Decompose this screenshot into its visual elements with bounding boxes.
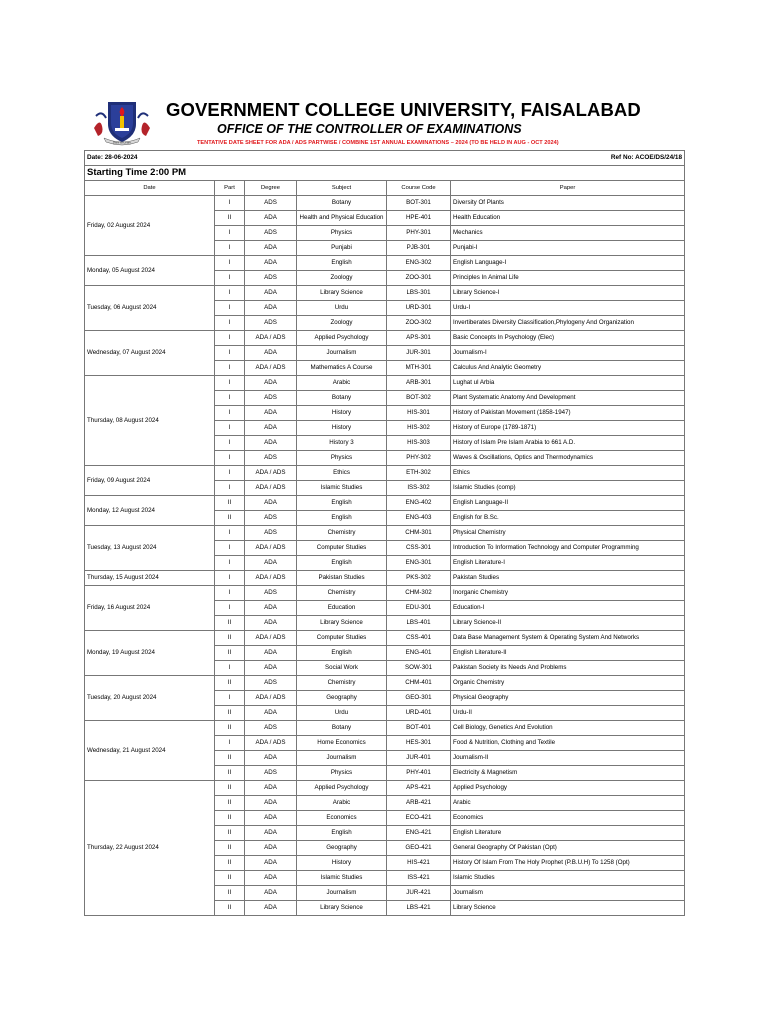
course-code-cell: LBS-401 [387, 616, 451, 631]
part-cell: I [215, 586, 245, 601]
subject-cell: Home Economics [297, 736, 387, 751]
paper-cell: Electricity & Magnetism [451, 766, 685, 781]
exam-date-cell: Wednesday, 07 August 2024 [85, 331, 215, 376]
degree-cell: ADA [245, 286, 297, 301]
table-row [85, 631, 685, 646]
degree-cell: ADA / ADS [245, 481, 297, 496]
paper-cell: Plant Systematic Anatomy And Development [451, 391, 685, 406]
subject-cell: Chemistry [297, 676, 387, 691]
col-header-course-code: Course Code [387, 181, 451, 196]
subject-cell: Journalism [297, 886, 387, 901]
part-cell: I [215, 421, 245, 436]
university-crest-icon [90, 98, 154, 146]
subject-cell: Urdu [297, 301, 387, 316]
paper-cell: English Language-II [451, 496, 685, 511]
part-cell: II [215, 856, 245, 871]
col-header-date: Date [85, 181, 215, 196]
part-cell: I [215, 601, 245, 616]
paper-cell: Urdu-I [451, 301, 685, 316]
part-cell: I [215, 481, 245, 496]
subject-cell: Computer Studies [297, 541, 387, 556]
course-code-cell: HIS-421 [387, 856, 451, 871]
col-header-part: Part [215, 181, 245, 196]
paper-cell: Education-I [451, 601, 685, 616]
subject-cell: History [297, 421, 387, 436]
part-cell: I [215, 226, 245, 241]
course-code-cell: SOW-301 [387, 661, 451, 676]
part-cell: II [215, 796, 245, 811]
exam-date-cell: Friday, 09 August 2024 [85, 466, 215, 496]
table-row [85, 586, 685, 601]
part-cell: I [215, 736, 245, 751]
subject-cell: Journalism [297, 346, 387, 361]
paper-cell: English for B.Sc. [451, 511, 685, 526]
course-code-cell: ETH-302 [387, 466, 451, 481]
part-cell: I [215, 271, 245, 286]
paper-cell: English Literature [451, 826, 685, 841]
part-cell: II [215, 496, 245, 511]
course-code-cell: ISS-421 [387, 871, 451, 886]
subject-cell: Social Work [297, 661, 387, 676]
degree-cell: ADA [245, 601, 297, 616]
degree-cell: ADS [245, 226, 297, 241]
part-cell: I [215, 346, 245, 361]
degree-cell: ADA / ADS [245, 466, 297, 481]
subject-cell: Botany [297, 391, 387, 406]
part-cell: I [215, 526, 245, 541]
course-code-cell: APS-421 [387, 781, 451, 796]
issue-date: Date: 28-06-2024 [87, 154, 138, 161]
degree-cell: ADA [245, 256, 297, 271]
part-cell: II [215, 631, 245, 646]
col-header-degree: Degree [245, 181, 297, 196]
degree-cell: ADA / ADS [245, 331, 297, 346]
paper-cell: Calculus And Analytic Geometry [451, 361, 685, 376]
paper-cell: English Literature-I [451, 556, 685, 571]
paper-cell: Health Education [451, 211, 685, 226]
subject-cell: Library Science [297, 616, 387, 631]
course-code-cell: ENG-301 [387, 556, 451, 571]
paper-cell: Cell Biology, Genetics And Evolution [451, 721, 685, 736]
part-cell: II [215, 826, 245, 841]
course-code-cell: PHY-401 [387, 766, 451, 781]
degree-cell: ADS [245, 511, 297, 526]
paper-cell: Invertiberates Diversity Classification,Phylogeny And Organization [451, 316, 685, 331]
subject-cell: Islamic Studies [297, 871, 387, 886]
table-row [85, 286, 685, 301]
table-row [85, 256, 685, 271]
subject-cell: Botany [297, 196, 387, 211]
degree-cell: ADS [245, 586, 297, 601]
degree-cell: ADA [245, 616, 297, 631]
course-code-cell: ISS-302 [387, 481, 451, 496]
degree-cell: ADA [245, 841, 297, 856]
paper-cell: Introduction To Information Technology and Computer Programming [451, 541, 685, 556]
part-cell: II [215, 511, 245, 526]
subject-cell: Pakistan Studies [297, 571, 387, 586]
subject-cell: Arabic [297, 796, 387, 811]
course-code-cell: JUR-421 [387, 886, 451, 901]
paper-cell: Physical Geography [451, 691, 685, 706]
subject-cell: Botany [297, 721, 387, 736]
course-code-cell: GEO-421 [387, 841, 451, 856]
course-code-cell: APS-301 [387, 331, 451, 346]
exam-date-cell: Thursday, 08 August 2024 [85, 376, 215, 466]
course-code-cell: ENG-421 [387, 826, 451, 841]
paper-cell: Pakistan Studies [451, 571, 685, 586]
subject-cell: Ethics [297, 466, 387, 481]
degree-cell: ADA [245, 436, 297, 451]
exam-date-cell: Wednesday, 21 August 2024 [85, 721, 215, 781]
paper-cell: Principles In Animal Life [451, 271, 685, 286]
subject-cell: Zoology [297, 271, 387, 286]
degree-cell: ADA / ADS [245, 541, 297, 556]
paper-cell: Library Science-II [451, 616, 685, 631]
date-sheet-table [84, 150, 685, 916]
course-code-cell: EDU-301 [387, 601, 451, 616]
subject-cell: Health and Physical Education [297, 211, 387, 226]
part-cell: II [215, 676, 245, 691]
degree-cell: ADS [245, 391, 297, 406]
subject-cell: Zoology [297, 316, 387, 331]
course-code-cell: ENG-302 [387, 256, 451, 271]
part-cell: I [215, 286, 245, 301]
subject-cell: Chemistry [297, 526, 387, 541]
table-row [85, 466, 685, 481]
paper-cell: Mechanics [451, 226, 685, 241]
degree-cell: ADS [245, 766, 297, 781]
table-row [85, 526, 685, 541]
paper-cell: Lughat ul Arbia [451, 376, 685, 391]
part-cell: I [215, 331, 245, 346]
degree-cell: ADA [245, 901, 297, 916]
subject-cell: Computer Studies [297, 631, 387, 646]
course-code-cell: CHM-301 [387, 526, 451, 541]
course-code-cell: URD-401 [387, 706, 451, 721]
course-code-cell: HIS-302 [387, 421, 451, 436]
degree-cell: ADS [245, 526, 297, 541]
course-code-cell: JUR-401 [387, 751, 451, 766]
course-code-cell: PHY-301 [387, 226, 451, 241]
paper-cell: Data Base Management System & Operating System And Networks [451, 631, 685, 646]
paper-cell: Journalism [451, 886, 685, 901]
course-code-cell: CHM-302 [387, 586, 451, 601]
degree-cell: ADA [245, 796, 297, 811]
part-cell: I [215, 691, 245, 706]
paper-cell: Pakistan Society its Needs And Problems [451, 661, 685, 676]
course-code-cell: MTH-301 [387, 361, 451, 376]
paper-cell: Food & Nutrition, Clothing and Textile [451, 736, 685, 751]
part-cell: II [215, 616, 245, 631]
subject-cell: History 3 [297, 436, 387, 451]
degree-cell: ADA [245, 211, 297, 226]
subject-cell: Education [297, 601, 387, 616]
paper-cell: General Geography Of Pakistan (Opt) [451, 841, 685, 856]
part-cell: I [215, 466, 245, 481]
degree-cell: ADS [245, 676, 297, 691]
tentative-notice: TENTATIVE DATE SHEET FOR ADA / ADS PARTWISE / COMBINE 1ST ANNUAL EXAMINATIONS – 2024 (TO BE HELD IN AUG - OCT 2024) [197, 140, 559, 146]
paper-cell: Basic Concepts In Psychology (Elec) [451, 331, 685, 346]
exam-date-cell: Monday, 19 August 2024 [85, 631, 215, 676]
subject-cell: Library Science [297, 286, 387, 301]
part-cell: II [215, 901, 245, 916]
part-cell: I [215, 241, 245, 256]
course-code-cell: LBS-421 [387, 901, 451, 916]
exam-date-cell: Tuesday, 20 August 2024 [85, 676, 215, 721]
degree-cell: ADS [245, 316, 297, 331]
subject-cell: Mathematics A Course [297, 361, 387, 376]
reference-number: Ref No: ACOE/DS/24/18 [610, 154, 683, 161]
table-row [85, 196, 685, 211]
degree-cell: ADA [245, 406, 297, 421]
paper-cell: English Literature-II [451, 646, 685, 661]
degree-cell: ADA [245, 826, 297, 841]
subject-cell: English [297, 256, 387, 271]
subject-cell: Applied Psychology [297, 781, 387, 796]
paper-cell: History Of Islam From The Holy Prophet (P.B.U.H) To 1258 (Opt) [451, 856, 685, 871]
part-cell: I [215, 661, 245, 676]
course-code-cell: GEO-301 [387, 691, 451, 706]
part-cell: I [215, 196, 245, 211]
degree-cell: ADA [245, 241, 297, 256]
degree-cell: ADA [245, 751, 297, 766]
exam-date-cell: Friday, 02 August 2024 [85, 196, 215, 256]
paper-cell: History of Europe (1789-1871) [451, 421, 685, 436]
subject-cell: Islamic Studies [297, 481, 387, 496]
part-cell: II [215, 781, 245, 796]
exam-date-cell: Monday, 05 August 2024 [85, 256, 215, 286]
subject-cell: Library Science [297, 901, 387, 916]
paper-cell: Diversity Of Plants [451, 196, 685, 211]
table-row [85, 376, 685, 391]
paper-cell: History of Islam Pre Islam Arabia to 661 A.D. [451, 436, 685, 451]
table-row [85, 571, 685, 586]
subject-cell: Urdu [297, 706, 387, 721]
part-cell: I [215, 256, 245, 271]
paper-cell: Physical Chemistry [451, 526, 685, 541]
subject-cell: English [297, 826, 387, 841]
starting-time-row [85, 166, 685, 181]
starting-time: Starting Time 2:00 PM [85, 166, 685, 181]
part-cell: I [215, 436, 245, 451]
subject-cell: Journalism [297, 751, 387, 766]
part-cell: II [215, 706, 245, 721]
paper-cell: Journalism-I [451, 346, 685, 361]
course-code-cell: LBS-301 [387, 286, 451, 301]
part-cell: II [215, 751, 245, 766]
degree-cell: ADS [245, 451, 297, 466]
subject-cell: Punjabi [297, 241, 387, 256]
degree-cell: ADA [245, 421, 297, 436]
part-cell: II [215, 211, 245, 226]
degree-cell: ADA [245, 556, 297, 571]
degree-cell: ADA [245, 886, 297, 901]
part-cell: I [215, 451, 245, 466]
university-name: GOVERNMENT COLLEGE UNIVERSITY, FAISALABAD [166, 99, 641, 120]
subject-cell: Arabic [297, 376, 387, 391]
subject-cell: Physics [297, 766, 387, 781]
subject-cell: History [297, 856, 387, 871]
paper-cell: Applied Psychology [451, 781, 685, 796]
exam-date-cell: Tuesday, 13 August 2024 [85, 526, 215, 571]
course-code-cell: ECO-421 [387, 811, 451, 826]
subject-cell: Applied Psychology [297, 331, 387, 346]
paper-cell: Waves & Oscillations, Optics and Thermodynamics [451, 451, 685, 466]
degree-cell: ADA [245, 376, 297, 391]
course-code-cell: PHY-302 [387, 451, 451, 466]
subject-cell: English [297, 556, 387, 571]
subject-cell: English [297, 511, 387, 526]
degree-cell: ADA [245, 496, 297, 511]
course-code-cell: HES-301 [387, 736, 451, 751]
paper-cell: Islamic Studies [451, 871, 685, 886]
degree-cell: ADA [245, 856, 297, 871]
course-code-cell: CSS-401 [387, 631, 451, 646]
course-code-cell: CHM-401 [387, 676, 451, 691]
degree-cell: ADA / ADS [245, 361, 297, 376]
part-cell: I [215, 541, 245, 556]
part-cell: I [215, 391, 245, 406]
paper-cell: Islamic Studies (comp) [451, 481, 685, 496]
degree-cell: ADA / ADS [245, 571, 297, 586]
paper-cell: Ethics [451, 466, 685, 481]
exam-date-cell: Tuesday, 06 August 2024 [85, 286, 215, 331]
part-cell: II [215, 886, 245, 901]
part-cell: I [215, 406, 245, 421]
course-code-cell: HIS-303 [387, 436, 451, 451]
course-code-cell: URD-301 [387, 301, 451, 316]
degree-cell: ADA [245, 811, 297, 826]
paper-cell: English Language-I [451, 256, 685, 271]
info-row [85, 151, 685, 166]
exam-date-cell: Thursday, 15 August 2024 [85, 571, 215, 586]
degree-cell: ADA [245, 871, 297, 886]
part-cell: I [215, 556, 245, 571]
part-cell: II [215, 721, 245, 736]
course-code-cell: ZOO-302 [387, 316, 451, 331]
course-code-cell: PKS-302 [387, 571, 451, 586]
column-header-row [85, 181, 685, 196]
course-code-cell: BOT-401 [387, 721, 451, 736]
course-code-cell: ARB-301 [387, 376, 451, 391]
subject-cell: Economics [297, 811, 387, 826]
crest-motto: Dare to Learn [112, 140, 132, 145]
col-header-subject: Subject [297, 181, 387, 196]
course-code-cell: JUR-301 [387, 346, 451, 361]
degree-cell: ADA [245, 781, 297, 796]
course-code-cell: ARB-421 [387, 796, 451, 811]
degree-cell: ADA [245, 706, 297, 721]
paper-cell: Urdu-II [451, 706, 685, 721]
col-header-paper: Paper [451, 181, 685, 196]
degree-cell: ADA / ADS [245, 736, 297, 751]
exam-date-cell: Monday, 12 August 2024 [85, 496, 215, 526]
part-cell: II [215, 766, 245, 781]
document-header [0, 0, 768, 150]
part-cell: II [215, 871, 245, 886]
course-code-cell: BOT-302 [387, 391, 451, 406]
subject-cell: English [297, 646, 387, 661]
subject-cell: Physics [297, 451, 387, 466]
part-cell: II [215, 646, 245, 661]
course-code-cell: ZOO-301 [387, 271, 451, 286]
part-cell: I [215, 571, 245, 586]
table-row [85, 721, 685, 736]
paper-cell: Arabic [451, 796, 685, 811]
subject-cell: History [297, 406, 387, 421]
course-code-cell: HIS-301 [387, 406, 451, 421]
degree-cell: ADA / ADS [245, 691, 297, 706]
table-row [85, 781, 685, 796]
degree-cell: ADS [245, 271, 297, 286]
degree-cell: ADA [245, 661, 297, 676]
degree-cell: ADA [245, 646, 297, 661]
degree-cell: ADS [245, 196, 297, 211]
exam-date-cell: Thursday, 22 August 2024 [85, 781, 215, 916]
table-row [85, 496, 685, 511]
subject-cell: Geography [297, 691, 387, 706]
course-code-cell: BOT-301 [387, 196, 451, 211]
paper-cell: Library Science [451, 901, 685, 916]
course-code-cell: ENG-403 [387, 511, 451, 526]
paper-cell: Organic Chemistry [451, 676, 685, 691]
paper-cell: Journalism-II [451, 751, 685, 766]
part-cell: I [215, 361, 245, 376]
table-row [85, 676, 685, 691]
degree-cell: ADS [245, 721, 297, 736]
course-code-cell: ENG-402 [387, 496, 451, 511]
subject-cell: Geography [297, 841, 387, 856]
course-code-cell: HPE-401 [387, 211, 451, 226]
part-cell: I [215, 316, 245, 331]
subject-cell: Physics [297, 226, 387, 241]
part-cell: I [215, 301, 245, 316]
course-code-cell: ENG-401 [387, 646, 451, 661]
office-title: OFFICE OF THE CONTROLLER OF EXAMINATIONS [217, 122, 522, 136]
exam-date-cell: Friday, 16 August 2024 [85, 586, 215, 631]
paper-cell: History of Pakistan Movement (1858-1947) [451, 406, 685, 421]
table-row [85, 331, 685, 346]
course-code-cell: CSS-301 [387, 541, 451, 556]
paper-cell: Library Science-I [451, 286, 685, 301]
degree-cell: ADA [245, 346, 297, 361]
degree-cell: ADA / ADS [245, 631, 297, 646]
paper-cell: Economics [451, 811, 685, 826]
part-cell: II [215, 811, 245, 826]
paper-cell: Punjabi-I [451, 241, 685, 256]
course-code-cell: PJB-301 [387, 241, 451, 256]
subject-cell: English [297, 496, 387, 511]
degree-cell: ADA [245, 301, 297, 316]
paper-cell: Inorganic Chemistry [451, 586, 685, 601]
part-cell: I [215, 376, 245, 391]
part-cell: II [215, 841, 245, 856]
subject-cell: Chemistry [297, 586, 387, 601]
